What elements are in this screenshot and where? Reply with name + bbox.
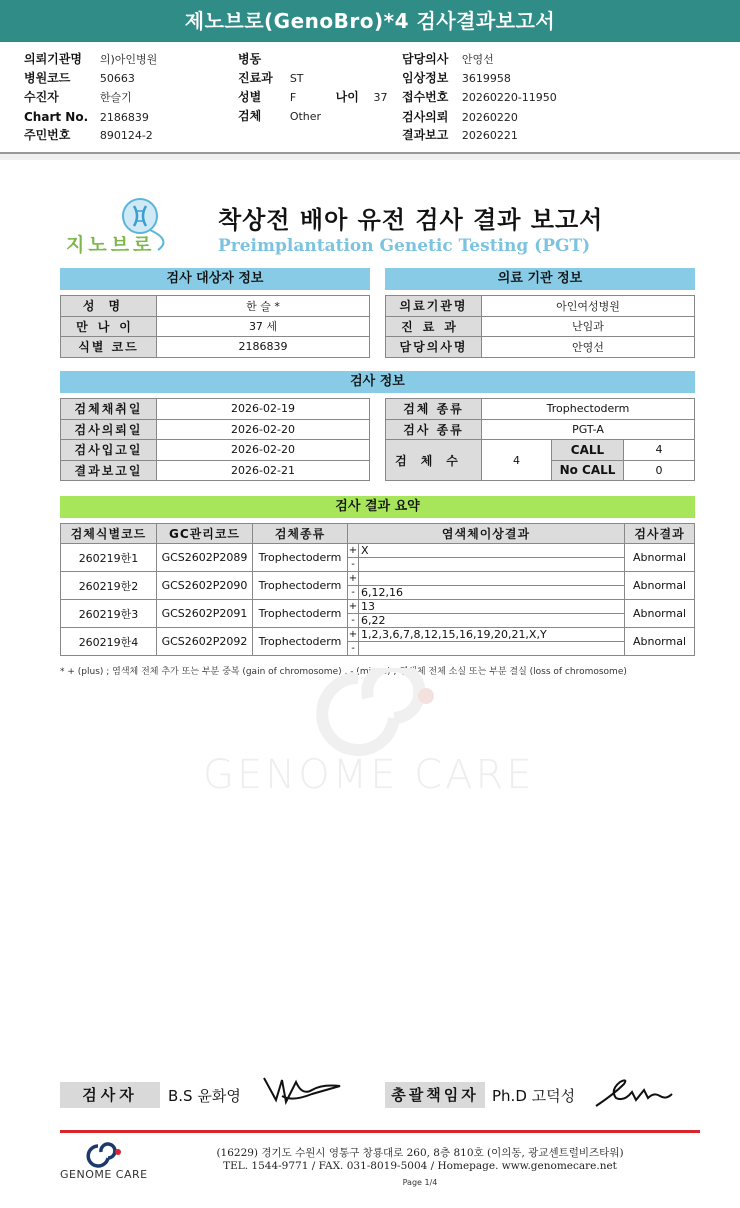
header-row-hospital-code: 병원코드 50663: [24, 71, 135, 85]
institution-info-heading: 의료 기관 정보: [385, 268, 695, 290]
subject-info-table: [60, 295, 370, 358]
footer-contact: TEL. 1544-9771 / FAX. 031-8019-5004 / Homepage. www.genomecare.net: [223, 1160, 617, 1172]
table-row: No CALL 0: [386, 460, 695, 481]
table-row: 검체채취일 2026-02-19: [61, 399, 370, 420]
header-row-resident-no: 주민번호 890124-2: [24, 128, 153, 142]
header-row-report-date: 결과보고 20260221: [402, 128, 518, 142]
header-row-specimen: 검체 Other: [238, 109, 322, 123]
tester-label: 검사자: [60, 1082, 160, 1108]
table-row: 검사의뢰일 2026-02-20: [61, 419, 370, 440]
header-divider: [0, 154, 740, 160]
tester-name: B.S 윤화영: [168, 1087, 241, 1105]
table-row: 의료기관명 아인여성병원: [386, 296, 695, 317]
footer-address: (16229) 경기도 수원시 영통구 창룡대로 260, 8층 810호 (이의동, 광교센트럴비즈타워): [216, 1147, 624, 1159]
karyotype-cell: + X -: [348, 544, 625, 572]
table-row: 검체수 4 CALL 4: [386, 440, 695, 461]
table-row: 검사 종류 PGT-A: [386, 419, 695, 440]
header-row-chart-no: Chart No. 2186839: [24, 110, 149, 124]
test-specimen-table: [385, 398, 695, 481]
report-title: 제노브로(GenoBro)*4 검사결과보고서: [184, 9, 556, 33]
table-row: 검사입고일 2026-02-20: [61, 440, 370, 461]
table-row: 담당의사명 안영선: [386, 337, 695, 358]
report-heading-ko: 착상전 배아 유전 검사 결과 보고서: [218, 206, 604, 234]
institution-info-table: [385, 295, 695, 358]
director-name: Ph.D 고덕성: [492, 1087, 576, 1105]
tester-signature-icon: [262, 1072, 344, 1110]
report-title-bar: [0, 0, 740, 42]
karyotype-cell: + 1,2,3,6,7,8,12,15,16,19,20,21,X,Y -: [348, 628, 625, 656]
director-signature-icon: [594, 1072, 674, 1112]
header-row-patient: 수진자 한슬기: [24, 90, 132, 104]
table-row: 성명 한 슬 *: [61, 296, 370, 317]
header-row-department: 진료과 ST: [238, 71, 304, 85]
table-row: 검체 종류 Trophectoderm: [386, 399, 695, 420]
watermark-logo-icon: [298, 668, 448, 758]
header-row-institution: 의뢰기관명 의)아인병원: [24, 52, 158, 66]
table-row: 결과보고일 2026-02-21: [61, 460, 370, 481]
page-number: Page 1/4: [402, 1178, 438, 1187]
table-row: 260219한1 GCS2602P2089 Trophectoderm + X - Abnormal: [61, 544, 695, 572]
header-row-sex: 성별 F 나이 37: [238, 90, 388, 104]
header-row-doctor: 담당의사 안영선: [402, 52, 494, 66]
director-label: 총괄책임자: [385, 1082, 485, 1108]
footer-brand: GENOME CARE: [60, 1168, 148, 1181]
patient-header: [0, 42, 740, 154]
header-row-receipt-no: 접수번호 20260220-11950: [402, 90, 557, 104]
logo-text: 지노브로: [66, 234, 156, 256]
table-row: 260219한4 GCS2602P2092 Trophectoderm + 1,2,3,6,7,8,12,15,16,19,20,21,X,Y - Abnormal: [61, 628, 695, 656]
karyotype-cell: + - 6,12,16: [348, 572, 625, 600]
karyotype-cell: + 13 - 6,22: [348, 600, 625, 628]
test-info-heading: 검사 정보: [60, 371, 695, 393]
subject-info-heading: 검사 대상자 정보: [60, 268, 370, 290]
header-row-ward: 병동: [238, 52, 262, 66]
result-footnote: * + (plus) ; 염색체 전체 추가 또는 부분 중복 (gain of chromosome) , - (minus) ; 염색체 전체 소실 또는 부분 결실 (loss of chromosome): [60, 667, 627, 677]
table-row: 식별 코드 2186839: [61, 337, 370, 358]
table-row: 진료과 난임과: [386, 316, 695, 337]
table-row: 만나이 37 세: [61, 316, 370, 337]
table-row: 260219한3 GCS2602P2091 Trophectoderm + 13 - 6,22 Abnormal: [61, 600, 695, 628]
table-header-row: 검체식별코드 GC관리코드 검체종류 염색체이상결과 검사결과: [61, 524, 695, 544]
test-dates-table: [60, 398, 370, 481]
result-summary-table: [60, 523, 695, 656]
watermark-text: GENOME CARE: [203, 752, 535, 798]
header-row-clinical-info: 임상정보 3619958: [402, 71, 511, 85]
table-row: 260219한2 GCS2602P2090 Trophectoderm + - 6,12,16 Abnormal: [61, 572, 695, 600]
footer-divider: [60, 1130, 700, 1133]
result-summary-heading: 검사 결과 요약: [60, 496, 695, 518]
report-heading-en: Preimplantation Genetic Testing (PGT): [218, 236, 591, 256]
header-row-request-date: 검사의뢰 20260220: [402, 110, 518, 124]
